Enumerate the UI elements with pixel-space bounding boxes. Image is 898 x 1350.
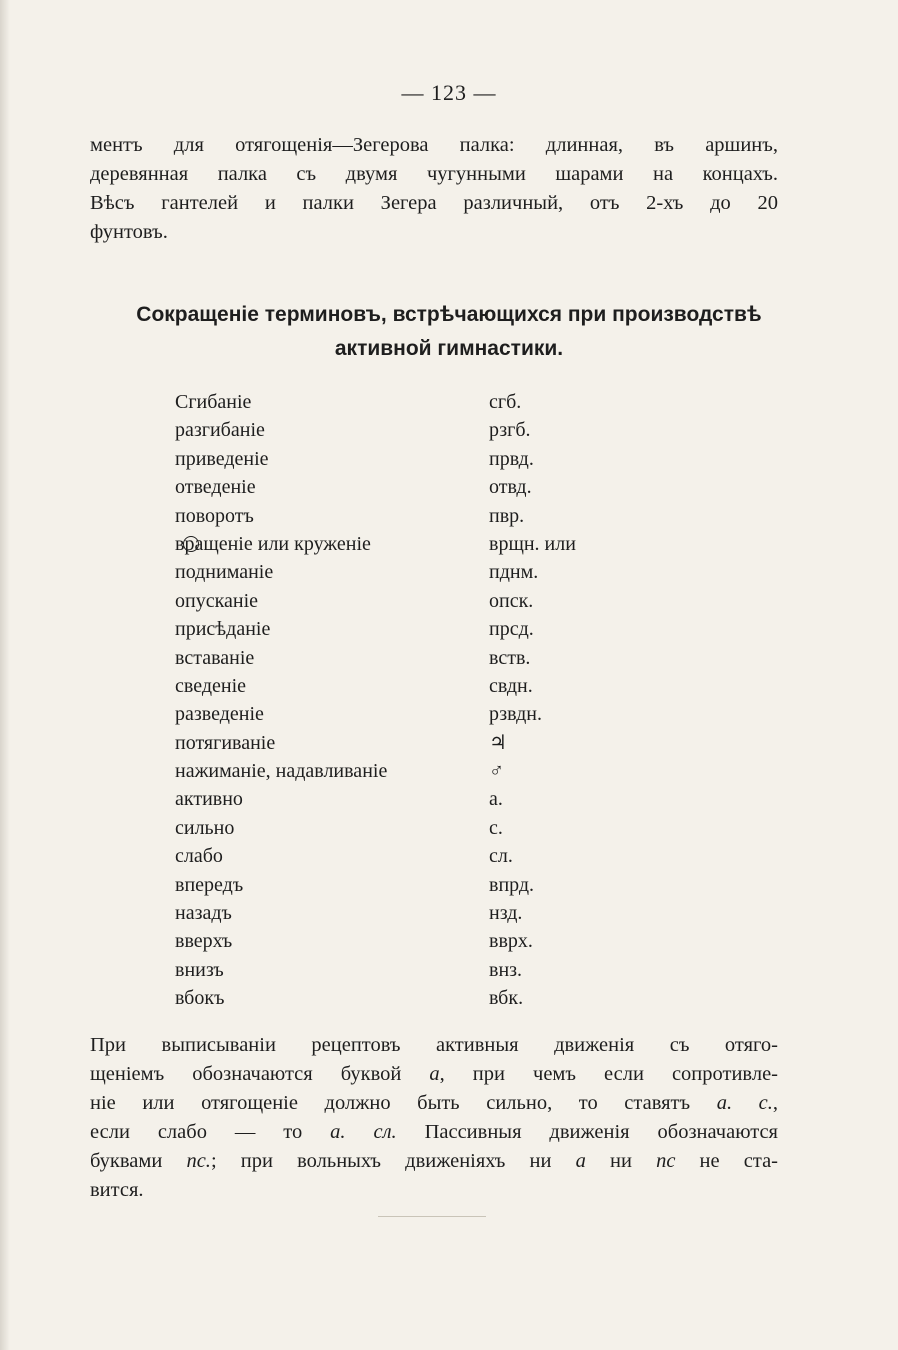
term-abbreviation: сл. [489, 845, 513, 868]
term-name: внизъ [175, 958, 224, 981]
italic-abbr: пс. [186, 1150, 211, 1172]
term-name: нажиманіе, надавливаніе [175, 760, 388, 783]
term-row [175, 899, 695, 927]
term-name: подниманіе [175, 561, 274, 584]
term-row [175, 757, 695, 785]
term-abbreviation: а. [489, 788, 503, 811]
term-abbreviation: опск. [489, 589, 534, 612]
italic-abbr: пс [656, 1150, 676, 1172]
paragraph-line: деревянная палка съ двумя чугунными шарами на концахъ. [90, 163, 778, 185]
term-abbreviation: с. [489, 816, 503, 839]
outro-paragraph [90, 1031, 778, 1205]
term-row [175, 927, 695, 955]
term-name: разгибаніе [175, 419, 265, 442]
term-row [175, 445, 695, 473]
term-name: вбокъ [175, 987, 225, 1010]
term-row [175, 842, 695, 870]
term-name: присѣданіе [175, 618, 271, 641]
term-name: вверхъ [175, 930, 233, 953]
term-row [175, 502, 695, 530]
heading-line: Сокращеніе терминовъ, встрѣчающихся при производствѣ [136, 303, 762, 326]
italic-abbr: а. с. [716, 1092, 773, 1114]
term-row [175, 785, 695, 813]
term-abbreviation: нзд. [489, 902, 523, 925]
italic-abbr: а [429, 1063, 440, 1085]
paragraph-line: ментъ для отягощенія—Зегерова палка: длинная, въ аршинъ, [90, 134, 778, 156]
term-name: приведеніе [175, 447, 269, 470]
term-abbreviation: внз. [489, 958, 523, 981]
term-row [175, 984, 695, 1012]
term-name: активно [175, 788, 243, 811]
term-row [175, 729, 695, 757]
term-name: поворотъ [175, 504, 254, 527]
term-abbreviation: вств. [489, 646, 531, 669]
term-row [175, 814, 695, 842]
paragraph-line: буквами пс.; при вольныхъ движеніяхъ ни а ни пс не ста- [90, 1150, 778, 1172]
term-row [175, 388, 695, 416]
term-name: назадъ [175, 902, 232, 925]
paragraph-line: При выписываніи рецептовъ активныя движенія съ отяго- [90, 1034, 778, 1056]
end-rule [378, 1216, 486, 1217]
term-abbreviation: впрд. [489, 873, 535, 896]
paragraph-line: ніе или отягощеніе должно быть сильно, то ставятъ а. с., [90, 1092, 778, 1114]
heading-line: активной гимнастики. [334, 337, 564, 360]
abbreviation-table [175, 388, 695, 1013]
paragraph-line: Вѣсъ гантелей и палки Зегера различный, отъ 2-хъ до 20 [90, 192, 778, 214]
section-heading [60, 298, 838, 366]
term-row [175, 644, 695, 672]
term-row [175, 700, 695, 728]
term-abbreviation: ввpх. [489, 930, 533, 953]
term-name: потягиваніе [175, 731, 276, 754]
paragraph-line: вится. [90, 1179, 144, 1201]
paragraph-line: фунтовъ. [90, 221, 168, 243]
term-name: вращеніе или круженіе [175, 532, 371, 555]
page-number: — 123 — [401, 80, 497, 105]
term-name: опусканіе [175, 589, 259, 612]
term-name: слабо [175, 845, 223, 868]
term-row [175, 587, 695, 615]
term-abbreviation: свдн. [489, 674, 533, 697]
italic-abbr: а [575, 1150, 586, 1172]
term-name: разведеніе [175, 703, 264, 726]
term-abbreviation: рзгб. [489, 419, 531, 442]
term-row [175, 473, 695, 501]
term-row [175, 530, 695, 558]
term-name: вставаніе [175, 646, 255, 669]
paragraph-line: если слабо — то а. сл. Пассивныя движенія обозначаются [90, 1121, 778, 1143]
term-abbreviation: пднм. [489, 561, 539, 584]
page-edge-shadow [0, 0, 10, 1350]
italic-abbr: а. сл. [330, 1121, 397, 1143]
term-row [175, 615, 695, 643]
term-name: сведеніе [175, 674, 247, 697]
term-row [175, 956, 695, 984]
term-row [175, 672, 695, 700]
term-row [175, 558, 695, 586]
term-abbreviation: првд. [489, 447, 534, 470]
term-name: отведеніе [175, 476, 256, 499]
term-row [175, 871, 695, 899]
term-abbreviation: ♂ [489, 760, 504, 783]
term-name: впередъ [175, 873, 244, 896]
term-abbreviation: пвр. [489, 504, 525, 527]
term-abbreviation: отвд. [489, 476, 532, 499]
term-abbreviation: ♃ [489, 731, 507, 754]
intro-paragraph [90, 131, 778, 247]
term-abbreviation: вбк. [489, 987, 524, 1010]
term-abbreviation: врщн. или [489, 532, 576, 555]
term-name: Сгибаніе [175, 391, 252, 413]
term-abbreviation: рзвдн. [489, 703, 542, 726]
term-abbreviation: прсд. [489, 618, 534, 641]
paragraph-line: щеніемъ обозначаются буквой а, при чемъ если сопротивле- [90, 1063, 778, 1085]
term-abbreviation: сгб. [489, 391, 522, 413]
term-name: сильно [175, 816, 235, 839]
term-row [175, 416, 695, 444]
